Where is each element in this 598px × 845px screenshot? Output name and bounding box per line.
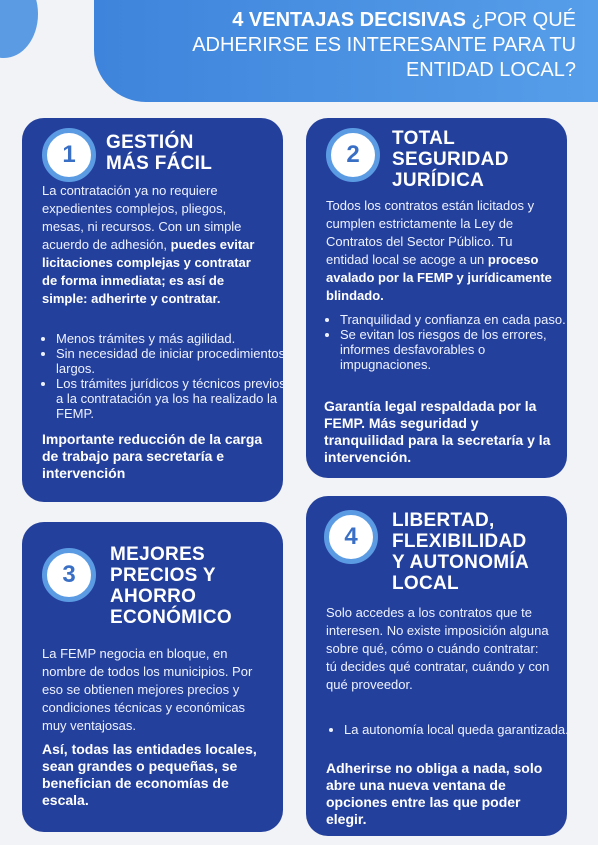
list-item: • La autonomía local queda garantizada. xyxy=(344,722,570,737)
body-text: Solo accedes a los contratos que te interesen. No existe imposición alguna sobre qué, cómo o cuándo contratar: tú decides qué contratar, cuándo y con qué proveedor. xyxy=(326,605,550,692)
card-body-2 xyxy=(326,197,556,305)
list-item: • Se evitan los riesgos de los errores, informes desfavorables o impugnaciones. xyxy=(340,327,574,372)
decorative-circle xyxy=(0,0,38,58)
card-title-3 xyxy=(110,544,232,628)
list-item: • Tranquilidad y confianza en cada paso. xyxy=(340,312,574,327)
bullet-list-2 xyxy=(322,312,574,372)
card-closing-3: Así, todas las entidades locales, sean grandes o pequeñas, se benefician de economías de escala. xyxy=(42,741,257,808)
advantage-card-3 xyxy=(22,522,283,832)
list-item: • Los trámites jurídicos y técnicos previos a la contratación ya los ha realizado la FEMP. xyxy=(56,376,286,421)
card-title-line: Y AUTONOMÍA xyxy=(392,552,530,573)
card-title-4 xyxy=(392,510,529,594)
number-badge-2: 2 xyxy=(326,128,380,182)
card-title-2 xyxy=(392,128,509,191)
card-title-line: JURÍDICA xyxy=(392,170,485,191)
bullet-list-1 xyxy=(38,331,286,421)
advantage-card-1 xyxy=(22,118,286,502)
card-closing-2: Garantía legal respaldada por la FEMP. Más seguridad y tranquilidad para la secretaría y la intervención. xyxy=(324,398,551,465)
card-title-1 xyxy=(106,132,212,174)
card-body-1 xyxy=(42,182,268,308)
advantage-card-4 xyxy=(306,496,567,836)
card-title-line: PRECIOS Y xyxy=(110,565,216,586)
card-title-line: AHORRO xyxy=(110,586,197,607)
card-title-line: ECONÓMICO xyxy=(110,607,232,628)
body-bold-text: puedes evitar licitaciones complejas y contratar de forma inmediata; es así de simple: adherirte y contratar. xyxy=(42,237,255,306)
page-title xyxy=(146,8,576,83)
list-item: • Sin necesidad de iniciar procedimientos largos. xyxy=(56,346,286,376)
header-banner xyxy=(94,0,598,102)
page-title-bold: 4 VENTAJAS DECISIVAS xyxy=(232,9,466,31)
number-badge-3: 3 xyxy=(42,548,96,602)
card-title-line: MÁS FÁCIL xyxy=(106,153,213,174)
bullet-list-4 xyxy=(326,722,570,737)
body-text: La contratación ya no requiere expedientes complejos, pliegos, mesas, ni recursos. Con un simple acuerdo de adhesión, xyxy=(42,183,242,252)
card-title-line: MEJORES xyxy=(110,544,206,565)
card-title-line: GESTIÓN xyxy=(106,132,194,153)
card-title-line: TOTAL xyxy=(392,128,456,149)
advantage-card-2 xyxy=(306,118,567,478)
body-bold-text: proceso avalado por la FEMP y jurídicamente blindado. xyxy=(326,252,552,303)
card-closing-1: Importante reducción de la carga de trabajo para secretaría e intervención xyxy=(42,431,263,481)
list-item: • Menos trámites y más agilidad. xyxy=(56,331,286,346)
number-badge-1: 1 xyxy=(42,128,96,182)
card-title-line: SEGURIDAD xyxy=(392,149,509,170)
body-text: La FEMP negocia en bloque, en nombre de todos los municipios. Por eso se obtienen mejores precios y condiciones técnicas y económicas muy ventajosas. xyxy=(42,646,253,733)
card-title-line: FLEXIBILIDAD xyxy=(392,531,527,552)
card-title-line: LOCAL xyxy=(392,573,459,594)
number-badge-4: 4 xyxy=(324,510,378,564)
card-body-4 xyxy=(326,604,552,694)
card-title-line: LIBERTAD, xyxy=(392,510,495,531)
page-title-rest: ¿POR QUÉ ADHERIRSE ES INTERESANTE PARA TU ENTIDAD LOCAL? xyxy=(192,9,576,81)
body-text: Todos los contratos están licitados y cumplen estrictamente la Ley de Contratos del Sector Público. Tu entidad local se acoge a un xyxy=(326,198,535,267)
card-body-3 xyxy=(42,645,268,735)
card-closing-4: Adherirse no obliga a nada, solo abre una nueva ventana de opciones entre las que poder elegir. xyxy=(326,760,543,827)
